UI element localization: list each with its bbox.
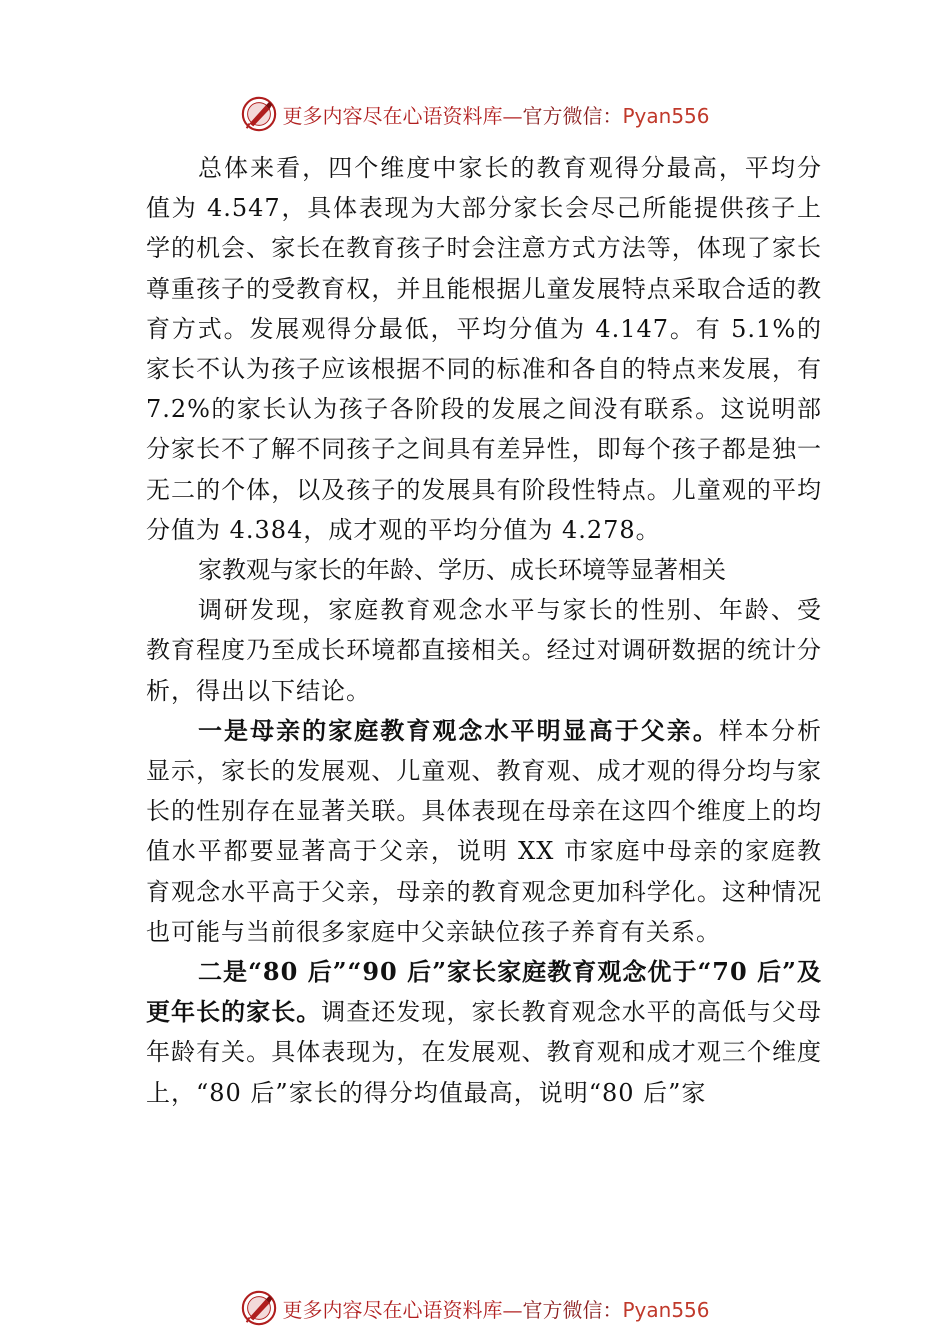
footer-watermark-banner <box>0 1288 950 1328</box>
paragraph-text: 样本分析显示，家长的发展观、儿童观、教育观、成才观的得分均与家长的性别存在显著关联。具体表现在母亲在这四个维度上的均值水平都要显著高于父亲，说明 XX 市家庭中母亲的家庭教育观念水平高于父亲，母亲的教育观念更加科学化。这种情况也可能与当前很多家庭中父亲缺位孩子养育有关系。 <box>146 716 823 946</box>
header-watermark-banner <box>0 94 950 134</box>
watermark-text <box>282 100 709 129</box>
paragraph-mother-vs-father <box>146 711 822 952</box>
paragraph-age-groups <box>146 952 822 1113</box>
watermark-dash: — <box>502 103 523 128</box>
watermark-official-label: 官方微信： <box>522 103 623 128</box>
paragraph-summary: 总体来看，四个维度中家长的教育观得分最高，平均分值为 4.547，具体表现为大部分家长会尽己所能提供孩子上学的机会、家长在教育孩子时会注意方式方法等，体现了家长尊重孩子的受教育权，并且能根据儿童发展特点采取合适的教育方式。发展观得分最低，平均分值为 4.147。有 5.1%的家长不认为孩子应该根据不同的标准和各自的特点来发展，有 7.2%的家长认为孩子各阶段的发展之间没有联系。这说明部分家长不了解不同孩子之间具有差异性，即每个孩子都是独一无二的个体，以及孩子的发展具有阶段性特点。儿童观的平均分值为 4.384，成才观的平均分值为 4.278。 <box>146 154 822 544</box>
document-body <box>146 148 822 1113</box>
paragraph-lead-bold: 一是母亲的家庭教育观念水平明显高于父亲。 <box>198 715 719 745</box>
watermark-dash: — <box>502 1297 523 1322</box>
watermark-site-name: 更多内容尽在心语资料库 <box>282 103 503 128</box>
watermark-official-label: 官方微信： <box>522 1297 623 1322</box>
watermark-text <box>282 1294 709 1323</box>
pen-seal-logo-icon <box>240 95 278 133</box>
paragraph-text: 调查还发现，家长教育观念水平的高低与父母年龄有关。具体表现为，在发展观、教育观和成才观三个维度上，“80 后”家长的得分均值最高，说明“80 后”家 <box>146 998 823 1107</box>
paragraph-research-findings: 调研发现，家庭教育观念水平与家长的性别、年龄、受教育程度乃至成长环境都直接相关。经过对调研数据的统计分析，得出以下结论。 <box>146 596 822 705</box>
watermark-site-name: 更多内容尽在心语资料库 <box>282 1297 503 1322</box>
watermark-handle: Pyan556 <box>622 103 710 128</box>
section-heading: 家教观与家长的年龄、学历、成长环境等显著相关 <box>198 556 726 585</box>
pen-seal-logo-icon <box>240 1289 278 1327</box>
paragraph-lead-bold: 二是“80 后”“90 后”家长家庭教育观念优于“70 后”及更年长的家长。 <box>146 957 822 1027</box>
watermark-handle: Pyan556 <box>622 1297 710 1322</box>
